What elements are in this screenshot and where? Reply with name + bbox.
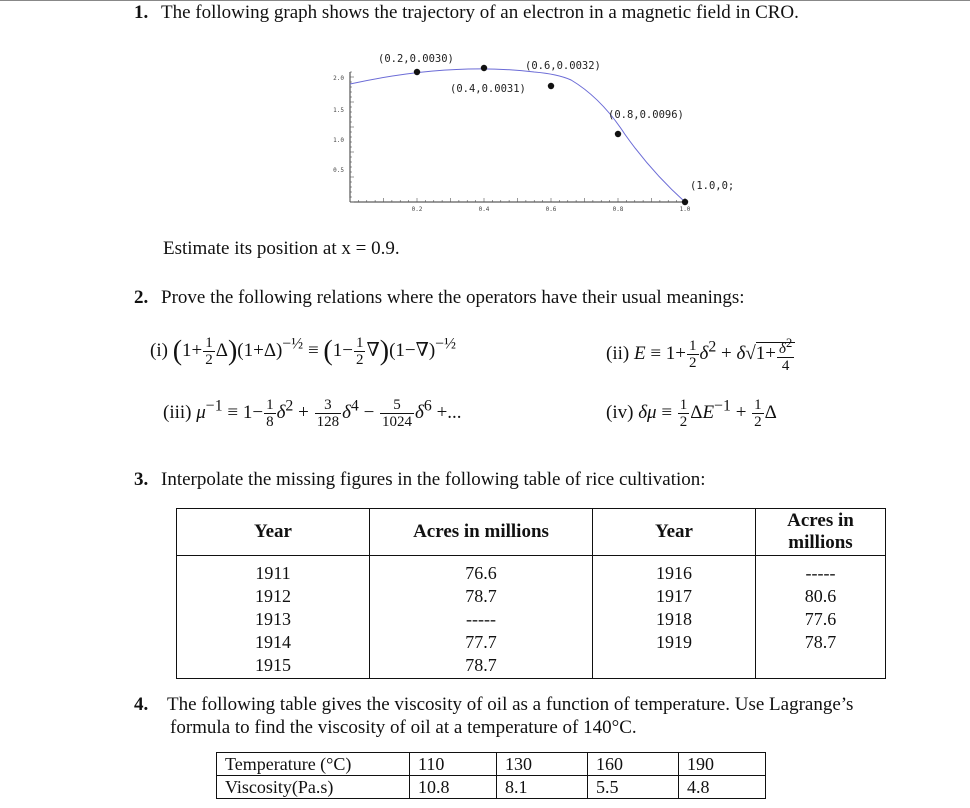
row-header: Viscosity(Pa.s) <box>217 776 410 799</box>
relation-i: (i) (1+ $\frac{1}{2}$ $\Delta)(1+\Delta)^{-\frac{1}{2}} \equiv (1-$ $\frac{1}{2}$ $\nabla)(1-\nabla)^{-\frac{1}{2}}$ <box>150 335 457 368</box>
cell: 160 <box>588 753 679 776</box>
cell: 78.7 <box>804 632 837 652</box>
data-point <box>548 83 554 89</box>
y-tick-label: 0.5 <box>333 167 344 174</box>
cell: 78.7 <box>465 655 497 675</box>
question-3 <box>134 469 706 491</box>
question-number: 3. <box>134 469 149 490</box>
point-label: (0.8,0.0096) <box>608 109 684 121</box>
question-text: Interpolate the missing figures in the following table of rice cultivation: <box>161 469 706 490</box>
cell: 8.1 <box>497 776 588 799</box>
question-number: 1. <box>134 2 149 23</box>
x-tick-label: 0.4 <box>478 206 490 213</box>
x-tick-label: 0.6 <box>545 206 557 213</box>
question-2 <box>134 287 745 309</box>
acres-column-2 <box>756 556 886 679</box>
cell: 1918 <box>656 609 692 629</box>
cell: 1912 <box>255 586 291 606</box>
question-text: The following graph shows the trajectory of an electron in a magnetic field in CRO. <box>161 2 799 23</box>
cell: 190 <box>679 753 766 776</box>
question-text: The following table gives the viscosity of oil as a function of temperature. Use Lagrange’s <box>167 694 854 715</box>
cell: 130 <box>497 753 588 776</box>
cell: 1913 <box>255 609 291 629</box>
estimate-text: Estimate its position at x = 0.9. <box>163 238 400 259</box>
data-point <box>682 199 688 205</box>
relation-label: (ii) <box>606 342 630 364</box>
question-4 <box>134 694 853 716</box>
cell: 80.6 <box>804 586 837 606</box>
header-year: Year <box>177 509 370 556</box>
x-tick-label: 0.8 <box>612 206 624 213</box>
point-label: (0.6,0.0032) <box>525 60 601 72</box>
point-label: (1.0,0; <box>690 180 735 192</box>
y-tick-label: 1.5 <box>333 107 344 114</box>
relation-label: (iii) <box>163 401 192 423</box>
table-header-row <box>177 509 886 556</box>
question-number: 4. <box>134 694 149 715</box>
cell: ----- <box>805 563 836 583</box>
x-tick-label: 0.2 <box>411 206 423 213</box>
table-body-row <box>177 556 886 679</box>
data-point <box>414 69 420 75</box>
cell: 1911 <box>255 563 291 583</box>
question-text-line-2: formula to find the viscosity of oil at a temperature of 140°C. <box>170 717 637 738</box>
header-year: Year <box>593 509 756 556</box>
cell: 1916 <box>656 563 692 583</box>
viscosity-table <box>216 752 766 799</box>
data-point <box>615 131 621 137</box>
cell: 76.6 <box>465 563 497 583</box>
year-column-1 <box>177 556 370 679</box>
cell: 5.5 <box>588 776 679 799</box>
question-number: 2. <box>134 287 149 308</box>
rice-table <box>176 508 886 679</box>
x-tick-label: 1.0 <box>679 206 691 213</box>
point-label: (0.2,0.0030) <box>378 53 454 65</box>
relation-iv: (iv) δμ ≡ $\frac{1}{2}$ $\Delta E^{-1}$ + $\frac{1}{2}$ Δ <box>606 397 777 430</box>
cell: 1914 <box>255 632 291 652</box>
y-tick-label: 2.0 <box>333 75 344 82</box>
y-tick-label: 1.0 <box>333 137 344 144</box>
data-point <box>481 65 487 71</box>
cell: ----- <box>466 609 496 629</box>
row-header: Temperature (°C) <box>217 753 410 776</box>
cell: 78.7 <box>465 586 497 606</box>
cell: 110 <box>410 753 497 776</box>
question-1 <box>134 2 799 24</box>
chart-plot <box>333 53 734 213</box>
year-column-2 <box>593 556 756 679</box>
cell: 1915 <box>255 655 291 675</box>
point-label: (0.4,0.0031) <box>450 83 526 95</box>
cell: 4.8 <box>679 776 766 799</box>
table-row <box>217 776 766 799</box>
relation-ii: (ii) E ≡ 1+ $\frac{1}{2}$ $\delta^2 + \delta√1+$ $\frac{\delta^2}{4}$ <box>606 335 795 374</box>
cell: 10.8 <box>410 776 497 799</box>
acres-column-1 <box>370 556 593 679</box>
top-rule <box>0 0 970 1</box>
table-row <box>217 753 766 776</box>
cell: 77.6 <box>804 609 837 629</box>
cell: 1917 <box>656 586 692 606</box>
cell: 1919 <box>656 632 692 652</box>
relation-label: (iv) <box>606 401 634 423</box>
cell: 77.7 <box>465 632 497 652</box>
header-acres: Acres in millions <box>756 509 886 556</box>
header-acres: Acres in millions <box>370 509 593 556</box>
trajectory-chart <box>300 42 735 217</box>
relation-label: (i) <box>150 339 168 361</box>
question-text: Prove the following relations where the operators have their usual meanings: <box>161 287 745 308</box>
relation-iii: (iii) $\mu^{-1} \equiv 1-$ $\frac{1}{8}$ $\delta^2$ + $\frac{3}{128}$ $\delta^4$ − $\frac{5}{1024}$ $\delta^6$ +... <box>163 397 462 430</box>
